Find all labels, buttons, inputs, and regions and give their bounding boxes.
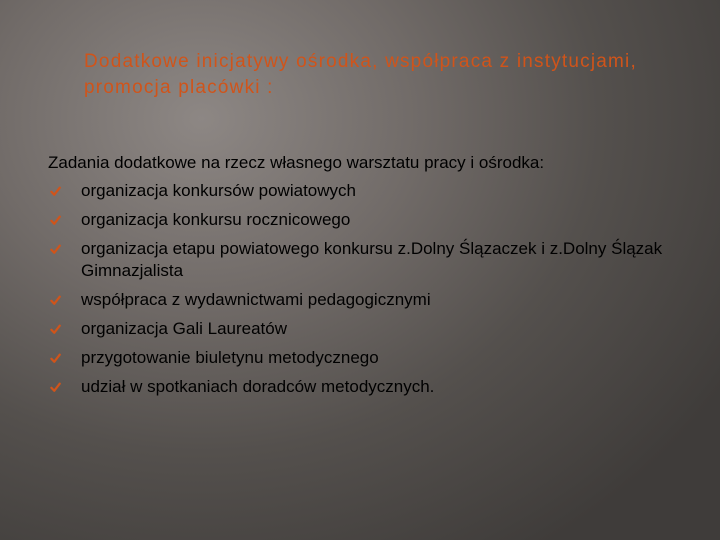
bullet-item — [48, 177, 678, 206]
bullet-text: współpraca z wydawnictwami pedagogicznymi — [81, 290, 431, 309]
bullet-text: przygotowanie biuletynu metodycznego — [81, 348, 379, 367]
checkmark-icon — [48, 177, 81, 206]
slide-title: Dodatkowe inicjatywy ośrodka, współpraca z instytucjami, promocja placówki : — [84, 51, 637, 98]
bullet-item — [48, 373, 678, 402]
intro-text: Zadania dodatkowe na rzecz własnego warsztatu pracy i ośrodka: — [48, 153, 545, 172]
checkmark-icon — [48, 344, 81, 373]
checkmark-icon — [48, 235, 81, 264]
bullet-item — [48, 344, 678, 373]
slide-body — [48, 148, 678, 402]
checkmark-icon — [48, 206, 81, 235]
bullet-text: organizacja konkursów powiatowych — [81, 181, 356, 200]
checkmark-icon — [48, 315, 81, 344]
bullet-text: organizacja Gali Laureatów — [81, 319, 288, 338]
checkmark-icon — [48, 373, 81, 402]
bullet-text: udział w spotkaniach doradców metodycznych. — [81, 377, 435, 396]
bullet-item — [48, 235, 678, 286]
bullet-item — [48, 286, 678, 315]
bullet-item — [48, 206, 678, 235]
checkmark-icon — [48, 286, 81, 315]
bullet-text: organizacja konkursu rocznicowego — [81, 210, 351, 229]
bullet-text: organizacja etapu powiatowego konkursu z.Dolny Ślązaczek i z.Dolny Ślązak Gimnazjalista — [81, 239, 663, 280]
bullet-list — [48, 177, 678, 402]
bullet-item — [48, 315, 678, 344]
